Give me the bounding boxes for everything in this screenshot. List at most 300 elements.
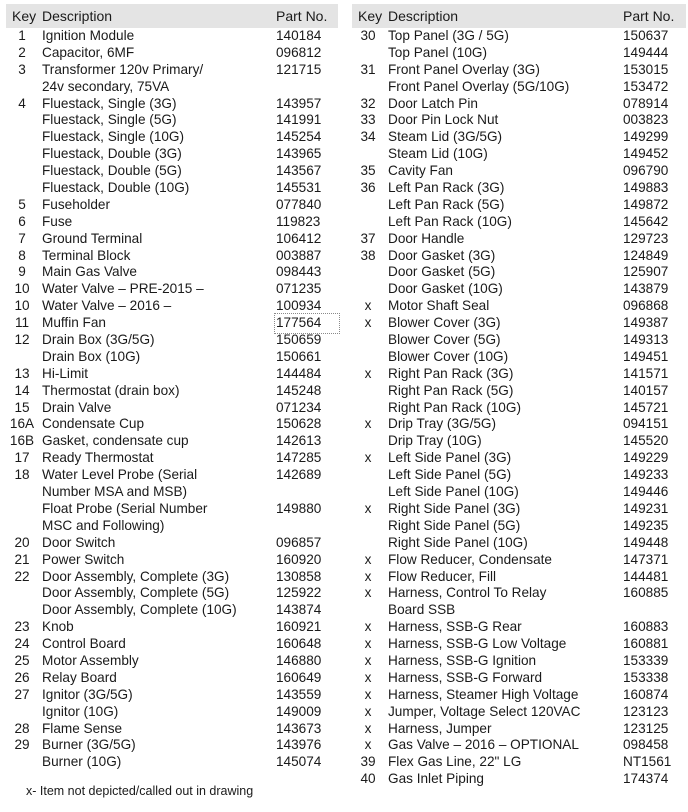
- row-description: Ground Terminal: [42, 230, 143, 246]
- table-row: [352, 737, 686, 754]
- row-part-no: 145520: [623, 433, 669, 449]
- row-key: 13: [14, 365, 30, 381]
- row-description: Top Panel (3G / 5G): [388, 28, 509, 43]
- table-row: [352, 636, 686, 653]
- row-key: 16A: [9, 416, 35, 432]
- row-part-no: 149231: [623, 500, 669, 516]
- table-row: [352, 771, 686, 788]
- table-row: [352, 653, 686, 670]
- row-part-no: 143567: [276, 163, 322, 179]
- row-key: 33: [360, 112, 376, 128]
- row-part-no: 144481: [623, 568, 669, 584]
- table-row: [352, 400, 686, 417]
- row-description: Fuse: [42, 213, 73, 229]
- row-part-no: 003887: [276, 247, 322, 263]
- header-description: Description: [388, 8, 459, 24]
- row-part-no: 177564: [276, 315, 338, 332]
- row-description: Cavity Fan: [388, 163, 453, 179]
- row-description: Door Switch: [42, 534, 116, 550]
- row-description: Left Side Panel (3G): [388, 450, 512, 466]
- row-description: Gasket, condensate cup: [42, 433, 189, 449]
- table-row: [352, 602, 686, 619]
- table-row: [6, 400, 338, 417]
- row-key: 15: [14, 399, 30, 415]
- table-row: [352, 619, 686, 636]
- table-row: [6, 484, 338, 501]
- row-description: Board SSB: [388, 602, 456, 618]
- row-description: Fluestack, Double (3G): [42, 146, 182, 162]
- row-key: 7: [18, 230, 26, 246]
- row-description: Knob: [42, 619, 74, 635]
- row-key: 3: [18, 61, 26, 77]
- table-row: [352, 129, 686, 146]
- table-row: [352, 704, 686, 721]
- row-description: Ignitor (10G): [42, 703, 119, 719]
- row-description: Water Level Probe (Serial: [42, 467, 198, 483]
- row-part-no: 121715: [276, 61, 322, 77]
- row-description: Main Gas Valve: [42, 264, 137, 280]
- table-row: [6, 28, 338, 45]
- row-description: Burner (3G/5G): [42, 737, 136, 753]
- row-key: x: [364, 619, 372, 635]
- table-row: [6, 197, 338, 214]
- row-description: Drain Box (10G): [42, 348, 141, 364]
- table-row: [6, 129, 338, 146]
- row-key: x: [364, 315, 372, 331]
- row-key: 5: [18, 196, 26, 212]
- row-key: 35: [360, 163, 376, 179]
- table-row: [352, 28, 686, 45]
- header-part-no: Part No.: [623, 8, 675, 24]
- row-key: 22: [14, 568, 30, 584]
- row-description: Ready Thermostat: [42, 450, 154, 466]
- table-row: [352, 62, 686, 79]
- row-description: Drain Valve: [42, 399, 112, 415]
- row-part-no: 140184: [276, 28, 322, 43]
- row-key: x: [364, 500, 372, 516]
- row-description: Hi-Limit: [42, 365, 89, 381]
- row-description: Harness, SSB-G Rear: [388, 619, 522, 635]
- table-row: [352, 214, 686, 231]
- row-key: x: [364, 669, 372, 685]
- row-description: Number MSA and MSB): [42, 484, 188, 500]
- parts-table-right: [352, 4, 686, 788]
- row-part-no: 098458: [623, 737, 669, 753]
- row-description: Power Switch: [42, 551, 125, 567]
- row-key: 24: [14, 636, 30, 652]
- table-row: [352, 484, 686, 501]
- row-key: 4: [18, 95, 26, 111]
- table-row: [352, 96, 686, 113]
- row-part-no: 143965: [276, 146, 322, 162]
- row-description: Jumper, Voltage Select 120VAC: [388, 703, 581, 719]
- row-part-no: 149872: [623, 196, 669, 212]
- table-row: [352, 315, 686, 332]
- row-part-no: 145721: [623, 399, 669, 415]
- row-description: Harness, SSB-G Low Voltage: [388, 636, 567, 652]
- table-row: [6, 670, 338, 687]
- table-row: [352, 450, 686, 467]
- table-row: [6, 79, 338, 96]
- table-row: [6, 737, 338, 754]
- table-row: [6, 366, 338, 383]
- row-description: Harness, SSB-G Ignition: [388, 652, 537, 668]
- row-description: Steam Lid (3G/5G): [388, 129, 503, 145]
- table-row: [6, 636, 338, 653]
- row-description: Water Valve – PRE-2015 –: [42, 281, 204, 297]
- row-description: Right Pan Rack (3G): [388, 365, 514, 381]
- table-row: [352, 501, 686, 518]
- row-part-no: 160881: [623, 636, 669, 652]
- row-part-no: 096868: [623, 298, 669, 314]
- row-key: 31: [360, 61, 376, 77]
- row-part-no: 123123: [623, 703, 669, 719]
- row-key: x: [364, 365, 372, 381]
- row-part-no: 153015: [623, 61, 669, 77]
- row-description: Ignitor (3G/5G): [42, 686, 133, 702]
- row-key: 14: [14, 382, 30, 398]
- row-description: Float Probe (Serial Number: [42, 500, 208, 516]
- table-row: [352, 197, 686, 214]
- row-part-no: 003823: [623, 112, 669, 128]
- row-part-no: 078914: [623, 95, 669, 111]
- row-key: 37: [360, 230, 376, 246]
- table-row: [6, 332, 338, 349]
- table-row: [6, 602, 338, 619]
- row-description: Drip Tray (10G): [388, 433, 482, 449]
- row-description: Flex Gas Line, 22" LG: [388, 754, 522, 770]
- row-part-no: 145254: [276, 129, 322, 145]
- row-part-no: 130858: [276, 568, 322, 584]
- row-description: Harness, Jumper: [388, 720, 492, 736]
- table-row: [6, 298, 338, 315]
- row-part-no: 153339: [623, 652, 669, 668]
- row-part-no: 149235: [623, 517, 669, 533]
- row-part-no: 106412: [276, 230, 322, 246]
- row-part-no: 143673: [276, 720, 322, 736]
- table-row: [6, 754, 338, 771]
- table-row: [6, 281, 338, 298]
- row-description: Gas Valve – 2016 – OPTIONAL: [388, 737, 579, 753]
- row-key: 1: [18, 28, 26, 43]
- row-part-no: 142613: [276, 433, 322, 449]
- row-description: Flow Reducer, Fill: [388, 568, 497, 584]
- row-description: Door Gasket (5G): [388, 264, 496, 280]
- row-key: 17: [14, 450, 30, 466]
- table-row: [352, 670, 686, 687]
- row-part-no: 145531: [276, 180, 322, 196]
- table-row: [6, 585, 338, 602]
- table-row: [352, 79, 686, 96]
- table-row: [6, 467, 338, 484]
- table-row: [6, 62, 338, 79]
- table-row: [6, 653, 338, 670]
- row-part-no: 094151: [623, 416, 669, 432]
- row-key: 39: [360, 754, 376, 770]
- table-row: [6, 569, 338, 586]
- table-row: [352, 585, 686, 602]
- row-part-no: 149883: [623, 180, 669, 196]
- row-key: 2: [18, 44, 26, 60]
- table-row: [6, 264, 338, 281]
- row-key: x: [364, 636, 372, 652]
- row-key: 36: [360, 180, 376, 196]
- row-key: 11: [14, 315, 30, 331]
- row-part-no: 149880: [276, 500, 322, 516]
- row-description: Left Pan Rack (5G): [388, 196, 505, 212]
- row-part-no: 160874: [623, 686, 669, 702]
- table-header: [352, 4, 686, 28]
- row-description: Relay Board: [42, 669, 117, 685]
- row-part-no: 145074: [276, 754, 322, 770]
- row-part-no: 149229: [623, 450, 669, 466]
- row-description: Blower Cover (10G): [388, 348, 509, 364]
- row-description: Left Pan Rack (3G): [388, 180, 505, 196]
- row-description: Water Valve – 2016 –: [42, 298, 172, 314]
- row-description: Top Panel (10G): [388, 44, 487, 60]
- table-row: [352, 467, 686, 484]
- table-row: [352, 248, 686, 265]
- row-part-no: 150628: [276, 416, 322, 432]
- row-key: 18: [14, 467, 30, 483]
- row-description: Right Pan Rack (10G): [388, 399, 521, 415]
- row-key: x: [364, 720, 372, 736]
- row-part-no: 096857: [276, 534, 322, 550]
- row-part-no: 077840: [276, 196, 322, 212]
- row-part-no: 150637: [623, 28, 669, 43]
- row-part-no: 160885: [623, 585, 669, 601]
- row-part-no: 145248: [276, 382, 322, 398]
- table-row: [6, 535, 338, 552]
- row-part-no: 143879: [623, 281, 669, 297]
- row-part-no: 071234: [276, 399, 322, 415]
- row-description: Door Latch Pin: [388, 95, 478, 111]
- row-part-no: 174374: [623, 771, 669, 787]
- row-description: Fluestack, Single (10G): [42, 129, 185, 145]
- row-part-no: 153472: [623, 78, 669, 94]
- header-key: Key: [12, 8, 37, 24]
- row-key: 9: [18, 264, 26, 280]
- table-row: [6, 721, 338, 738]
- row-part-no: 160883: [623, 619, 669, 635]
- row-part-no: 142689: [276, 467, 322, 483]
- row-part-no: 096812: [276, 44, 322, 60]
- row-description: Control Board: [42, 636, 126, 652]
- table-row: [6, 231, 338, 248]
- row-key: x: [364, 585, 372, 601]
- row-key: 38: [360, 247, 376, 263]
- table-row: [352, 332, 686, 349]
- row-key: 25: [14, 652, 30, 668]
- row-description: Front Panel Overlay (5G/10G): [388, 78, 570, 94]
- row-part-no: 149009: [276, 703, 322, 719]
- table-row: [6, 315, 338, 332]
- header-key: Key: [358, 8, 383, 24]
- table-row: [6, 416, 338, 433]
- row-part-no: 160920: [276, 551, 322, 567]
- row-description: Muffin Fan: [42, 315, 106, 331]
- header-description: Description: [42, 8, 113, 24]
- row-key: 27: [14, 686, 30, 702]
- row-description: Motor Shaft Seal: [388, 298, 490, 314]
- table-row: [352, 163, 686, 180]
- row-description: Harness, SSB-G Forward: [388, 669, 543, 685]
- parts-table-left: [6, 4, 338, 771]
- table-row: [6, 96, 338, 113]
- table-row: [352, 264, 686, 281]
- table-row: [352, 754, 686, 771]
- row-description: Flame Sense: [42, 720, 123, 736]
- table-row: [6, 518, 338, 535]
- row-key: x: [364, 686, 372, 702]
- row-key: x: [364, 416, 372, 432]
- table-row: [352, 146, 686, 163]
- table-row: [352, 552, 686, 569]
- row-description: Door Gasket (10G): [388, 281, 503, 297]
- row-part-no: 124849: [623, 247, 669, 263]
- row-part-no: 149313: [623, 332, 669, 348]
- row-part-no: 100934: [276, 298, 322, 314]
- row-description: Left Side Panel (10G): [388, 484, 519, 500]
- row-key: 10: [14, 298, 30, 314]
- table-row: [352, 112, 686, 129]
- row-part-no: 149446: [623, 484, 669, 500]
- table-row: [6, 450, 338, 467]
- row-description: Right Side Panel (10G): [388, 534, 528, 550]
- table-row: [352, 180, 686, 197]
- row-description: Thermostat (drain box): [42, 382, 180, 398]
- row-description: Fluestack, Single (5G): [42, 112, 177, 128]
- row-description: Terminal Block: [42, 247, 131, 263]
- row-part-no: 153338: [623, 669, 669, 685]
- row-key: 40: [360, 771, 376, 787]
- row-key: x: [364, 568, 372, 584]
- table-row: [352, 433, 686, 450]
- row-key: x: [364, 551, 372, 567]
- row-key: 8: [18, 247, 26, 263]
- row-description: Door Assembly, Complete (5G): [42, 585, 230, 601]
- row-part-no: 149233: [623, 467, 669, 483]
- row-part-no: 149452: [623, 146, 669, 162]
- row-description: Transformer 120v Primary/: [42, 61, 204, 77]
- table-row: [352, 687, 686, 704]
- row-part-no: 150659: [276, 332, 322, 348]
- row-key: 20: [14, 534, 30, 550]
- row-description: Blower Cover (3G): [388, 315, 501, 331]
- row-key: 6: [18, 213, 26, 229]
- row-part-no: 147371: [623, 551, 669, 567]
- table-row: [352, 366, 686, 383]
- row-part-no: 147285: [276, 450, 322, 466]
- table-row: [352, 383, 686, 400]
- table-row: [352, 349, 686, 366]
- row-part-no: 149387: [623, 315, 669, 331]
- row-part-no: 146880: [276, 652, 322, 668]
- row-key: 29: [14, 737, 30, 753]
- row-description: Door Assembly, Complete (10G): [42, 602, 237, 618]
- row-part-no: 098443: [276, 264, 322, 280]
- row-description: Steam Lid (10G): [388, 146, 488, 162]
- row-description: Harness, Control To Relay: [388, 585, 547, 601]
- row-part-no: 149451: [623, 348, 669, 364]
- row-description: Drain Box (3G/5G): [42, 332, 155, 348]
- row-part-no: 143957: [276, 95, 322, 111]
- row-part-no: 143559: [276, 686, 322, 702]
- row-description: Capacitor, 6MF: [42, 44, 135, 60]
- row-description: Left Pan Rack (10G): [388, 213, 512, 229]
- row-description: Ignition Module: [42, 28, 135, 43]
- row-description: Condensate Cup: [42, 416, 145, 432]
- row-description: Front Panel Overlay (3G): [388, 61, 540, 77]
- table-row: [6, 112, 338, 129]
- row-part-no: 096790: [623, 163, 669, 179]
- table-row: [352, 416, 686, 433]
- table-body: [6, 28, 338, 771]
- row-description: Harness, Steamer High Voltage: [388, 686, 579, 702]
- row-description: Burner (10G): [42, 754, 122, 770]
- row-description: MSC and Following): [42, 517, 165, 533]
- table-row: [352, 535, 686, 552]
- table-row: [352, 231, 686, 248]
- row-key: 26: [14, 669, 30, 685]
- table-row: [6, 383, 338, 400]
- row-key: 12: [14, 332, 30, 348]
- table-row: [6, 248, 338, 265]
- row-description: Right Side Panel (5G): [388, 517, 521, 533]
- row-key: 32: [360, 95, 376, 111]
- row-key: 21: [14, 551, 30, 567]
- row-description: Blower Cover (5G): [388, 332, 501, 348]
- table-row: [352, 721, 686, 738]
- row-description: Left Side Panel (5G): [388, 467, 512, 483]
- row-part-no: 071235: [276, 281, 322, 297]
- row-part-no: 140157: [623, 382, 669, 398]
- row-part-no: NT1561: [623, 754, 672, 770]
- row-key: x: [364, 450, 372, 466]
- row-part-no: 119823: [276, 213, 321, 229]
- row-description: Fluestack, Double (10G): [42, 180, 190, 196]
- table-row: [352, 569, 686, 586]
- row-description: Door Assembly, Complete (3G): [42, 568, 230, 584]
- row-description: Right Side Panel (3G): [388, 500, 521, 516]
- table-row: [6, 552, 338, 569]
- table-body: [352, 28, 686, 788]
- row-part-no: 144484: [276, 365, 322, 381]
- row-description: Door Handle: [388, 230, 465, 246]
- row-description: Flow Reducer, Condensate: [388, 551, 552, 567]
- row-description: Fuseholder: [42, 196, 111, 212]
- row-key: 16B: [9, 433, 35, 449]
- row-description: Right Pan Rack (5G): [388, 382, 514, 398]
- table-row: [6, 433, 338, 450]
- row-key: 28: [14, 720, 30, 736]
- table-row: [6, 45, 338, 62]
- row-description: Fluestack, Single (3G): [42, 95, 177, 111]
- row-part-no: 160649: [276, 669, 322, 685]
- table-row: [352, 298, 686, 315]
- row-part-no: 149444: [623, 44, 669, 60]
- table-header: [6, 4, 338, 28]
- row-description: 24v secondary, 75VA: [42, 78, 170, 94]
- table-row: [6, 687, 338, 704]
- table-row: [6, 180, 338, 197]
- row-part-no: 150661: [276, 348, 322, 364]
- row-part-no: 125922: [276, 585, 322, 601]
- row-description: Motor Assembly: [42, 652, 139, 668]
- table-row: [6, 619, 338, 636]
- table-row: [352, 45, 686, 62]
- row-key: x: [364, 298, 372, 314]
